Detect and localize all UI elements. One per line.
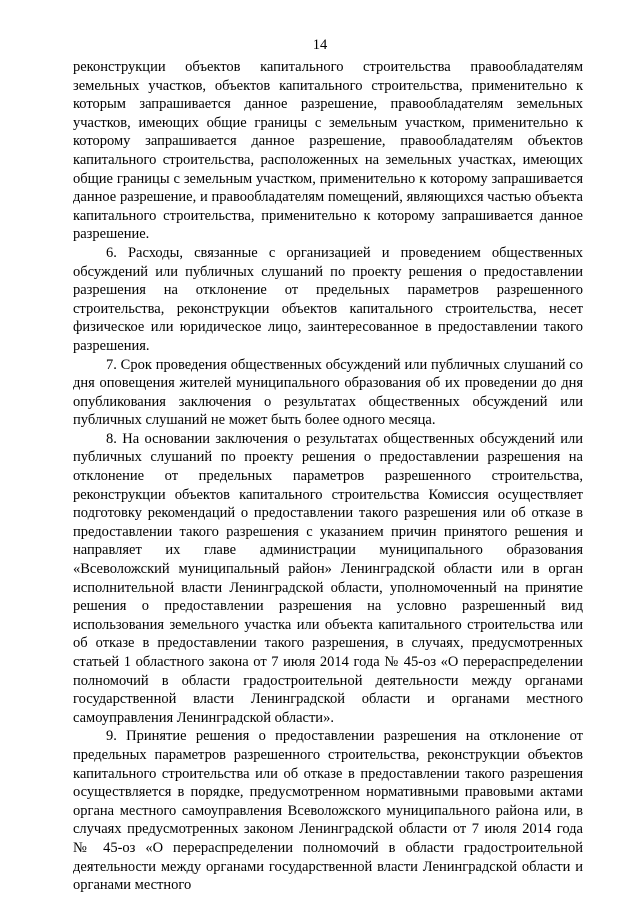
paragraph-continuation: реконструкции объектов капитального строительства правообладателям земельных участков, объектов капитального строительства, применительно к которым запрашивается данное разрешение, правообладателям земельных участков, имеющих общие границы с земельным участком, применительно к которому запрашивается данное разрешение, правообладателям объектов капитального строительства, расположенных на земельных участках, имеющих общие границы с земельным участком, применительно к которому запрашивается данное разрешение, и правообладателям помещений, являющихся частью объекта капитального строительства, применительно к которому запрашивается данное разрешение. — [73, 59, 583, 243]
document-body — [73, 58, 583, 895]
paragraph-item-7: 7. Срок проведения общественных обсуждений или публичных слушаний со дня оповещения жителей муниципального образования об их проведении до дня опубликования заключения о результатах общественных обсуждений или публичных слушаний не может быть более одного месяца. — [73, 356, 583, 429]
paragraph-item-8: 8. На основании заключения о результатах общественных обсуждений или публичных слушаний по проекту решения о предоставлении разрешения на отклонение от предельных параметров разрешенного строительства, реконструкции объектов капитального строительства Комиссия осуществляет подготовку рекомендаций о предоставлении такого разрешения или об отказе в предоставлении такого разрешения с указанием причин принятого решения и направляет их главе администрации муниципального образования «Всеволожский муниципальный район» Ленинградской области или в орган исполнительной власти Ленинградской области, уполномоченный на принятие решения о предоставлении разрешения на условно разрешенный вид использования земельного участка или объекта капитального строительства или об отказе в предоставлении такого разрешения, в случаях, предусмотренных статьей 1 областного закона от 7 июля 2014 года № 45-оз «О перераспределении полномочий в области градостроительной деятельности между органами государственной власти Ленинградской области и органами местного самоуправления Ленинградской области». — [73, 430, 583, 726]
paragraph-item-9: 9. Принятие решения о предоставлении разрешения на отклонение от предельных параметров разрешенного строительства, реконструкции объектов капитального строительства или об отказе в предоставлении такого разрешения осуществляется в порядке, предусмотренном нормативными правовыми актами органа местного самоуправления Всеволожского муниципального района или, в случаях предусмотренных законом Ленинградской области от 7 июля 2014 года № 45-оз «О перераспределении полномочий в области градостроительной деятельности между органами государственной власти Ленинградской области и органами местного — [73, 728, 583, 894]
paragraph-item-6: 6. Расходы, связанные с организацией и проведением общественных обсуждений или публичных слушаний по проекту решения о предоставлении разрешения на отклонение от предельных параметров разрешенного строительства, реконструкции объектов капитального строительства, несет физическое или юридическое лицо, заинтересованное в предоставлении такого разрешения. — [73, 244, 583, 354]
page-number: 14 — [312, 37, 328, 53]
